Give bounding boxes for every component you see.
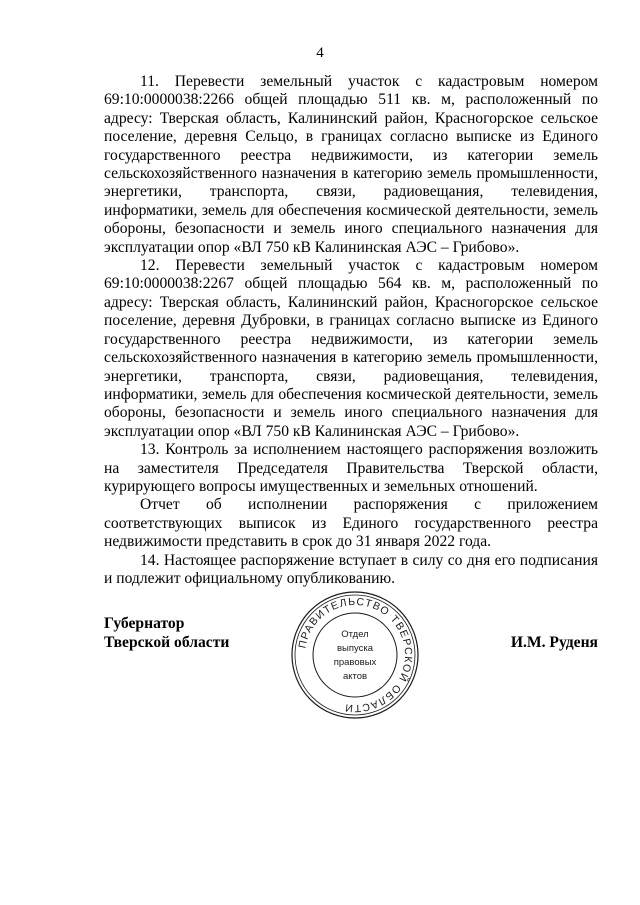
signatory-title-line1: Губернатор [104, 615, 185, 632]
signatory-name: И.М. Руденя [510, 634, 598, 651]
paragraph-item-12: 12. Перевести земельный участок с кадастровым номером 69:10:0000038:2267 общей площадью 564 кв. м, расположенный по адресу: Тверская область, Калининский район, Красногорское сельское поселение, деревня Дубровки, в границах согласно выписке из Единого государственного реестра недвижимости, из категории земель сельскохозяйственного назначения в категорию земель промышленности, энергетики, транспорта, связи, радиовещания, телевидения, информатики, земель для обеспечения космической деятельности, земель обороны, безопасности и земель иного специального назначения для эксплуатации опор «ВЛ 750 кВ Калининская АЭС – Грибово». [104, 257, 598, 440]
stamp-inner-line-3: правовых [333, 657, 377, 668]
paragraph-item-14: 14. Настоящее распоряжение вступает в силу со дня его подписания и подлежит официальному опубликованию. [104, 551, 598, 587]
page-number: 4 [316, 45, 324, 61]
stamp-ring-textpath: ПРАВИТЕЛЬСТВО ТВЕРСКОЙ ОБЛАСТИ [296, 595, 415, 715]
document-body [104, 73, 598, 588]
stamp-inner-line-4: актов [342, 671, 368, 682]
paragraph-report: Отчет об исполнении распоряжения с приложением соответствующих выписок из Единого государственного реестра недвижимости представить в срок до 31 января 2022 года. [104, 496, 598, 551]
stamp-outer-ring [292, 592, 418, 718]
paragraph-item-13: 13. Контроль за исполнением настоящего распоряжения возложить на заместителя Председателя Правительства Тверской области, курирующего вопросы имущественных и земельных отношений. [104, 441, 598, 495]
signatory-title-line2: Тверской области [104, 634, 230, 651]
signatory-title [104, 614, 229, 652]
stamp-inner-line-2: выпуска [336, 643, 374, 654]
stamp-inner-ring [313, 613, 397, 697]
paragraph-item-11: 11. Перевести земельный участок с кадастровым номером 69:10:0000038:2266 общей площадью 511 кв. м, расположенный по адресу: Тверская область, Калининский район, Красногорское сельское поселение, деревня Сельцо, в границах согласно выписке из Единого государственного реестра недвижимости, из категории земель сельскохозяйственного назначения в категорию земель промышленности, энергетики, транспорта, связи, радиовещания, телевидения, информатики, земель для обеспечения космической деятельности, земель обороны, безопасности и земель иного специального назначения для эксплуатации опор «ВЛ 750 кВ Калининская АЭС – Грибово». [104, 73, 598, 256]
official-stamp-icon [290, 590, 420, 720]
stamp-ring-text [296, 596, 414, 714]
stamp-inner-line-1: Отдел [341, 629, 369, 640]
